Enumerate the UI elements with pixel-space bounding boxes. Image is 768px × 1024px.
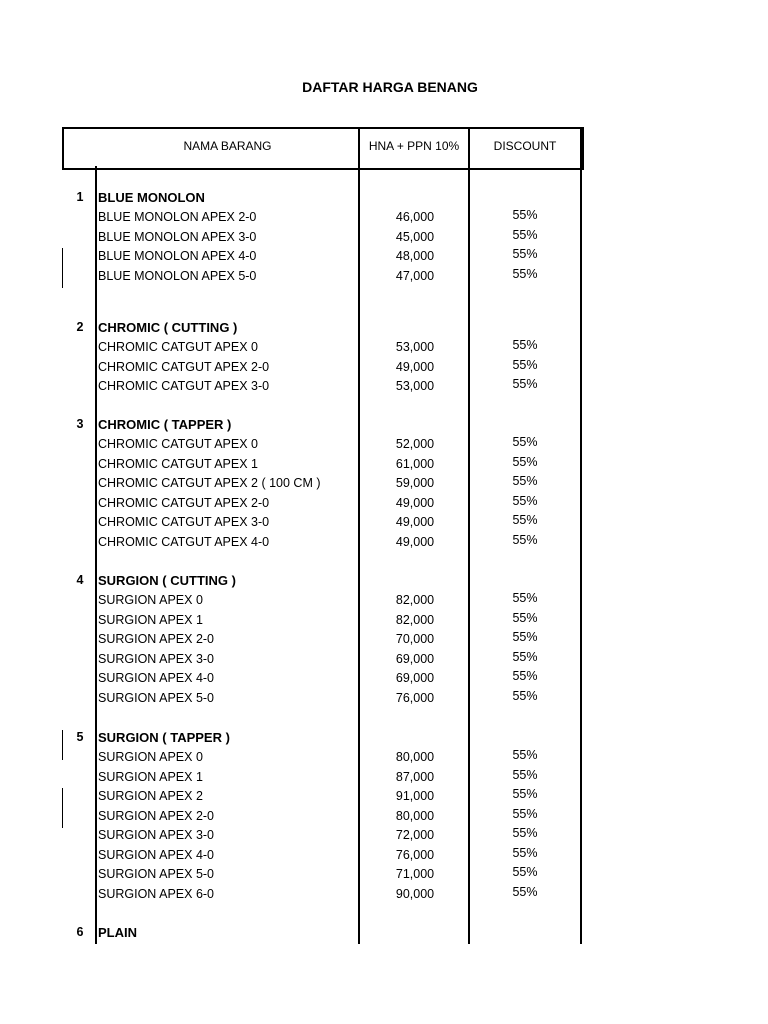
item-price: 69,000 [395,671,435,685]
item-discount: 55% [512,767,538,782]
item-name: CHROMIC CATGUT APEX 0 [98,340,258,354]
item-name: CHROMIC CATGUT APEX 2-0 [98,495,270,510]
page-title: DAFTAR HARGA BENANG [302,79,478,95]
header-discount: DISCOUNT [493,139,557,153]
item-discount: 55% [512,649,538,664]
group-number: 2 [76,320,84,334]
item-discount: 55% [512,865,538,879]
item-price: 69,000 [395,651,435,666]
item-discount: 55% [512,826,538,840]
group-name: CHROMIC ( CUTTING ) [98,320,238,335]
item-discount: 55% [512,669,538,683]
item-name: SURGION APEX 5-0 [98,867,215,881]
item-price: 48,000 [395,249,435,263]
row-stub-line [62,248,63,288]
item-name: SURGION APEX 1 [98,612,203,627]
item-discount: 55% [512,474,538,488]
item-price: 49,000 [395,359,435,374]
item-price: 90,000 [395,886,435,901]
item-price: 71,000 [395,867,435,881]
group-name: PLAIN [98,925,137,940]
item-price: 76,000 [395,690,435,705]
item-name: BLUE MONOLON APEX 5-0 [98,268,257,283]
item-name: BLUE MONOLON APEX 2-0 [98,210,257,224]
item-name: CHROMIC CATGUT APEX 2-0 [98,359,270,374]
item-price: 49,000 [395,534,435,549]
item-price: 59,000 [395,476,435,490]
item-price: 82,000 [395,612,435,627]
item-price: 45,000 [395,229,435,244]
column-divider-discount [468,127,470,944]
group-name: SURGION ( CUTTING ) [98,573,236,588]
item-name: SURGION APEX 0 [98,750,203,764]
item-name: SURGION APEX 5-0 [98,690,215,705]
item-discount: 55% [512,338,538,352]
item-name: SURGION APEX 2-0 [98,808,215,823]
item-price: 53,000 [395,379,435,393]
item-price: 70,000 [395,632,435,646]
item-name: CHROMIC CATGUT APEX 3-0 [98,379,270,393]
row-stub-line [62,788,63,828]
group-name: CHROMIC ( TAPPER ) [98,417,232,432]
group-number: 6 [76,925,84,939]
item-price: 52,000 [395,437,435,451]
item-price: 72,000 [395,828,435,842]
item-name: SURGION APEX 3-0 [98,651,215,666]
item-name: BLUE MONOLON APEX 4-0 [98,249,257,263]
item-discount: 55% [512,787,538,801]
item-discount: 55% [512,532,538,547]
group-name: SURGION ( TAPPER ) [98,730,230,745]
item-name: SURGION APEX 4-0 [98,671,215,685]
item-price: 87,000 [395,769,435,784]
item-discount: 55% [512,454,538,469]
group-number: 4 [76,573,84,587]
item-name: CHROMIC CATGUT APEX 2 ( 100 CM ) [98,476,321,490]
item-discount: 55% [512,884,538,899]
item-price: 76,000 [395,847,435,862]
item-name: SURGION APEX 0 [98,593,203,607]
item-name: SURGION APEX 3-0 [98,828,215,842]
item-name: CHROMIC CATGUT APEX 4-0 [98,534,270,549]
item-discount: 55% [512,591,538,605]
group-number: 3 [76,417,84,431]
item-discount: 55% [512,247,538,261]
item-name: SURGION APEX 2-0 [98,632,215,646]
item-price: 61,000 [395,456,435,471]
item-price: 80,000 [395,808,435,823]
item-discount: 55% [512,227,538,242]
item-name: BLUE MONOLON APEX 3-0 [98,229,257,244]
header-price: HNA + PPN 10% [368,139,460,153]
group-number: 5 [76,730,84,744]
group-name: BLUE MONOLON [98,190,205,205]
item-name: SURGION APEX 1 [98,769,203,784]
item-name: SURGION APEX 2 [98,789,203,803]
item-price: 49,000 [395,495,435,510]
item-discount: 55% [512,513,538,527]
item-discount: 55% [512,610,538,625]
item-price: 91,000 [395,789,435,803]
row-stub-line [62,730,63,760]
item-discount: 55% [512,266,538,281]
item-discount: 55% [512,377,538,391]
item-price: 82,000 [395,593,435,607]
item-price: 49,000 [395,515,435,529]
item-discount: 55% [512,748,538,762]
item-discount: 55% [512,688,538,703]
item-name: CHROMIC CATGUT APEX 0 [98,437,258,451]
item-price: 46,000 [395,210,435,224]
header-name: NAMA BARANG [183,139,272,153]
item-discount: 55% [512,435,538,449]
table-right-border [580,127,582,944]
item-price: 53,000 [395,340,435,354]
item-name: SURGION APEX 4-0 [98,847,215,862]
column-divider-name [95,166,97,944]
item-discount: 55% [512,806,538,821]
item-discount: 55% [512,208,538,222]
item-discount: 55% [512,845,538,860]
item-discount: 55% [512,630,538,644]
group-number: 1 [76,190,84,204]
item-price: 80,000 [395,750,435,764]
item-name: SURGION APEX 6-0 [98,886,215,901]
item-name: CHROMIC CATGUT APEX 1 [98,456,258,471]
item-discount: 55% [512,357,538,372]
item-name: CHROMIC CATGUT APEX 3-0 [98,515,270,529]
item-price: 47,000 [395,268,435,283]
column-divider-price [358,127,360,944]
item-discount: 55% [512,493,538,508]
